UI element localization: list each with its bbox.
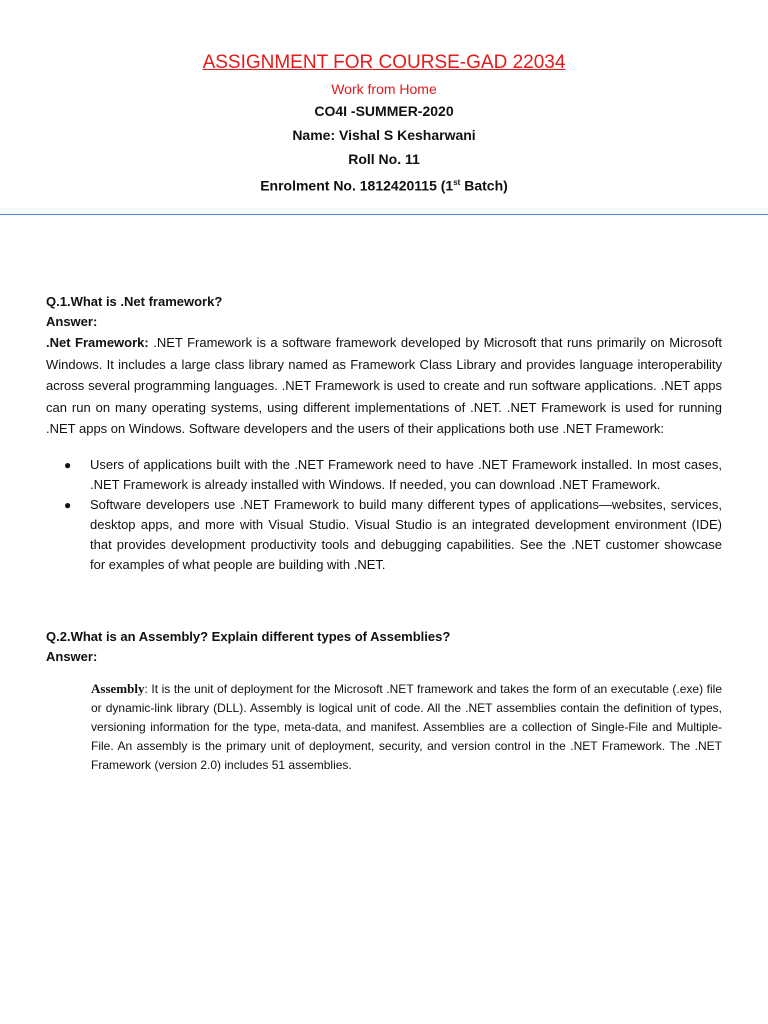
answer-1-text: .NET Framework is a software framework developed by Microsoft that runs primarily on Microsoft Windows. It includes a large class library named as Framework Class Library and provides language interoperability across several programming languages. .NET Framework is used to create and run software applications. .NET apps can run on many operating systems, using different implementations of .NET. .NET Framework is used for running .NET apps on Windows. Software developers and the users of their applications both use .NET Framework: bbox=[46, 335, 722, 436]
list-item bbox=[64, 455, 722, 495]
bullet-icon: ● bbox=[64, 457, 72, 472]
answer-1-bullets bbox=[46, 455, 722, 575]
document-header bbox=[0, 0, 768, 198]
bullet-text: Software developers use .NET Framework to build many different types of applications—websites, services, desktop apps, and more with Visual Studio. Visual Studio is an integrated development environment (IDE) that provides development productivity tools and debugging capabilities. See the .NET customer showcase for examples of what people are building with .NET. bbox=[90, 496, 722, 572]
enrolment-superscript: st bbox=[453, 178, 461, 187]
roll-number: Roll No. 11 bbox=[348, 151, 420, 167]
question-1: Q.1.What is .Net framework? bbox=[46, 294, 223, 309]
bullet-icon: ● bbox=[64, 497, 72, 512]
list-item bbox=[64, 495, 722, 575]
document-body bbox=[46, 292, 722, 787]
assignment-title: ASSIGNMENT FOR COURSE-GAD 22034 bbox=[202, 52, 566, 73]
header-divider bbox=[0, 214, 768, 215]
bullet-text: Users of applications built with the .NET Framework need to have .NET Framework installed. In most cases, .NET Framework is already installed with Windows. If needed, you can download .NET Framework. bbox=[90, 456, 722, 492]
answer-2-paragraph bbox=[91, 679, 722, 775]
answer-2-text: : It is the unit of deployment for the Microsoft .NET framework and takes the form of an executable (.exe) file or dynamic-link library (DLL). Assembly is logical unit of code. All the .NET assemblies contain the definition of types, versioning information for the type, meta-data, and manifest. Assemblies are a collection of Single-File and Multiple-File. An assembly is the primary unit of deployment, security, and version control in the .NET Framework. The .NET Framework (version 2.0) includes 51 assemblies. bbox=[91, 681, 722, 772]
question-1-block bbox=[46, 292, 722, 575]
question-2-block bbox=[46, 627, 722, 775]
question-2: Q.2.What is an Assembly? Explain different types of Assemblies? bbox=[46, 628, 451, 644]
enrolment-number bbox=[0, 171, 768, 198]
answer-1-term: .Net Framework: bbox=[46, 335, 149, 350]
course-code: CO4I -SUMMER-2020 bbox=[314, 103, 454, 119]
answer-label-2: Answer: bbox=[46, 648, 98, 664]
enrolment-suffix: Batch) bbox=[460, 177, 508, 194]
enrolment-prefix: Enrolment No. 1812420115 (1 bbox=[260, 177, 454, 194]
answer-1-paragraph bbox=[46, 332, 722, 440]
answer-label-1: Answer: bbox=[46, 314, 98, 329]
answer-2-term: Assembly bbox=[91, 680, 145, 696]
assignment-subtitle: Work from Home bbox=[331, 81, 437, 97]
student-name: Name: Vishal S Kesharwani bbox=[292, 127, 476, 143]
